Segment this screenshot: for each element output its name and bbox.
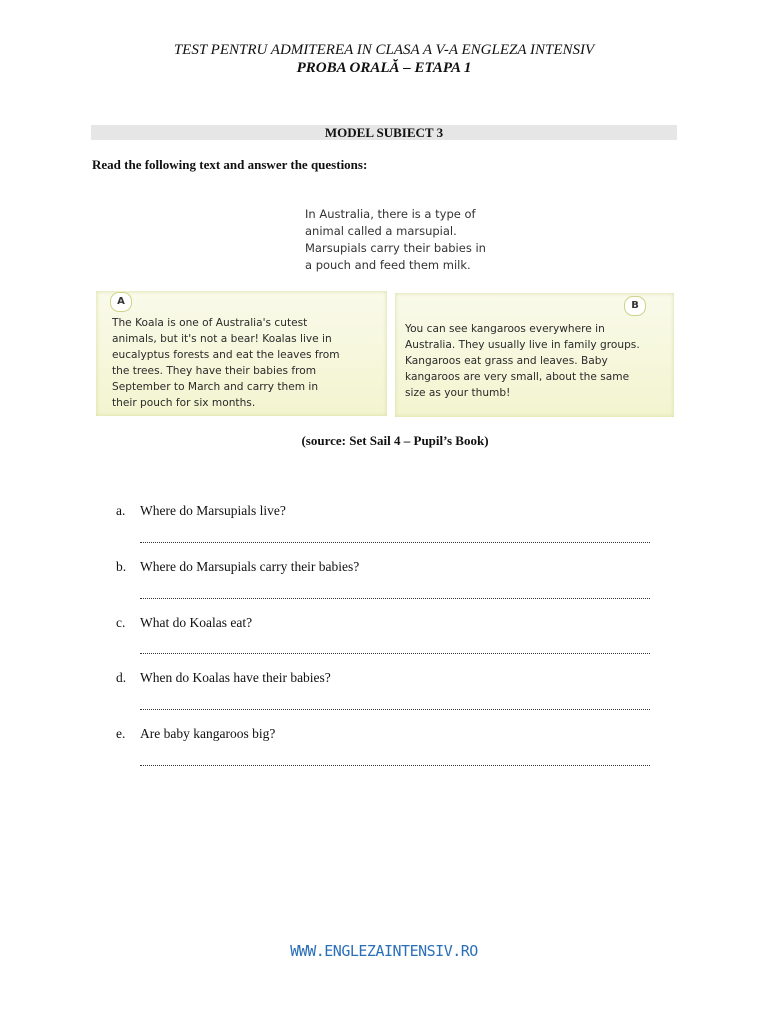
- box-b-line: kangaroos are very small, about the same: [405, 371, 630, 383]
- box-b-line: You can see kangaroos everywhere in: [405, 323, 605, 335]
- question-text: Where do Marsupials live?: [140, 503, 286, 518]
- badge-a: A: [110, 292, 132, 312]
- question-d: [116, 670, 331, 686]
- question-text: Are baby kangaroos big?: [140, 726, 276, 741]
- box-a-text: [112, 315, 380, 411]
- question-letter: e.: [116, 726, 126, 741]
- question-letter: a.: [116, 503, 126, 518]
- box-a-line: the trees. They have their babies from: [112, 365, 317, 377]
- question-text: What do Koalas eat?: [140, 615, 253, 630]
- text-box-a: [96, 291, 387, 416]
- answer-line[interactable]: [140, 708, 650, 710]
- question-letter: d.: [116, 670, 127, 685]
- question-letter: b.: [116, 559, 127, 574]
- badge-b: B: [624, 296, 646, 316]
- question-text: Where do Marsupials carry their babies?: [140, 559, 360, 574]
- box-a-line: eucalyptus forests and eat the leaves from: [112, 349, 340, 361]
- answer-line[interactable]: [140, 541, 650, 543]
- question-b: [116, 559, 359, 575]
- intro-line: a pouch and feed them milk.: [305, 258, 471, 272]
- text-box-b: [395, 293, 674, 417]
- answer-line[interactable]: [140, 764, 650, 766]
- box-a-line: The Koala is one of Australia's cutest: [112, 317, 308, 329]
- question-letter: c.: [116, 615, 126, 630]
- question-e: [116, 726, 275, 742]
- box-b-line: Kangaroos eat grass and leaves. Baby: [405, 355, 608, 367]
- answer-line[interactable]: [140, 597, 650, 599]
- question-text: When do Koalas have their babies?: [140, 670, 331, 685]
- box-a-line: their pouch for six months.: [112, 397, 256, 409]
- box-b-line: size as your thumb!: [405, 387, 511, 399]
- intro-line: In Australia, there is a type of: [305, 207, 476, 221]
- intro-line: Marsupials carry their babies in: [305, 241, 486, 255]
- question-c: [116, 615, 252, 631]
- answer-line[interactable]: [140, 652, 650, 654]
- box-b-text: [405, 321, 663, 401]
- header-subtitle: PROBA ORALĂ – ETAPA 1: [296, 60, 472, 76]
- document-header: [0, 41, 768, 77]
- model-title-bar: MODEL SUBIECT 3: [91, 125, 677, 140]
- header-title: TEST PENTRU ADMITEREA IN CLASA A V-A ENGLEZA INTENSIV: [173, 42, 595, 58]
- box-a-line: animals, but it's not a bear! Koalas live in: [112, 333, 332, 345]
- question-a: [116, 503, 286, 519]
- intro-line: animal called a marsupial.: [305, 224, 457, 238]
- source-citation: (source: Set Sail 4 – Pupil’s Book): [301, 433, 489, 448]
- box-b-line: Australia. They usually live in family groups.: [405, 339, 640, 351]
- footer-website-link[interactable]: WWW.ENGLEZAINTENSIV.RO: [290, 942, 478, 960]
- instruction-text: Read the following text and answer the questions:: [92, 157, 368, 172]
- box-a-line: September to March and carry them in: [112, 381, 319, 393]
- intro-paragraph: [305, 206, 495, 274]
